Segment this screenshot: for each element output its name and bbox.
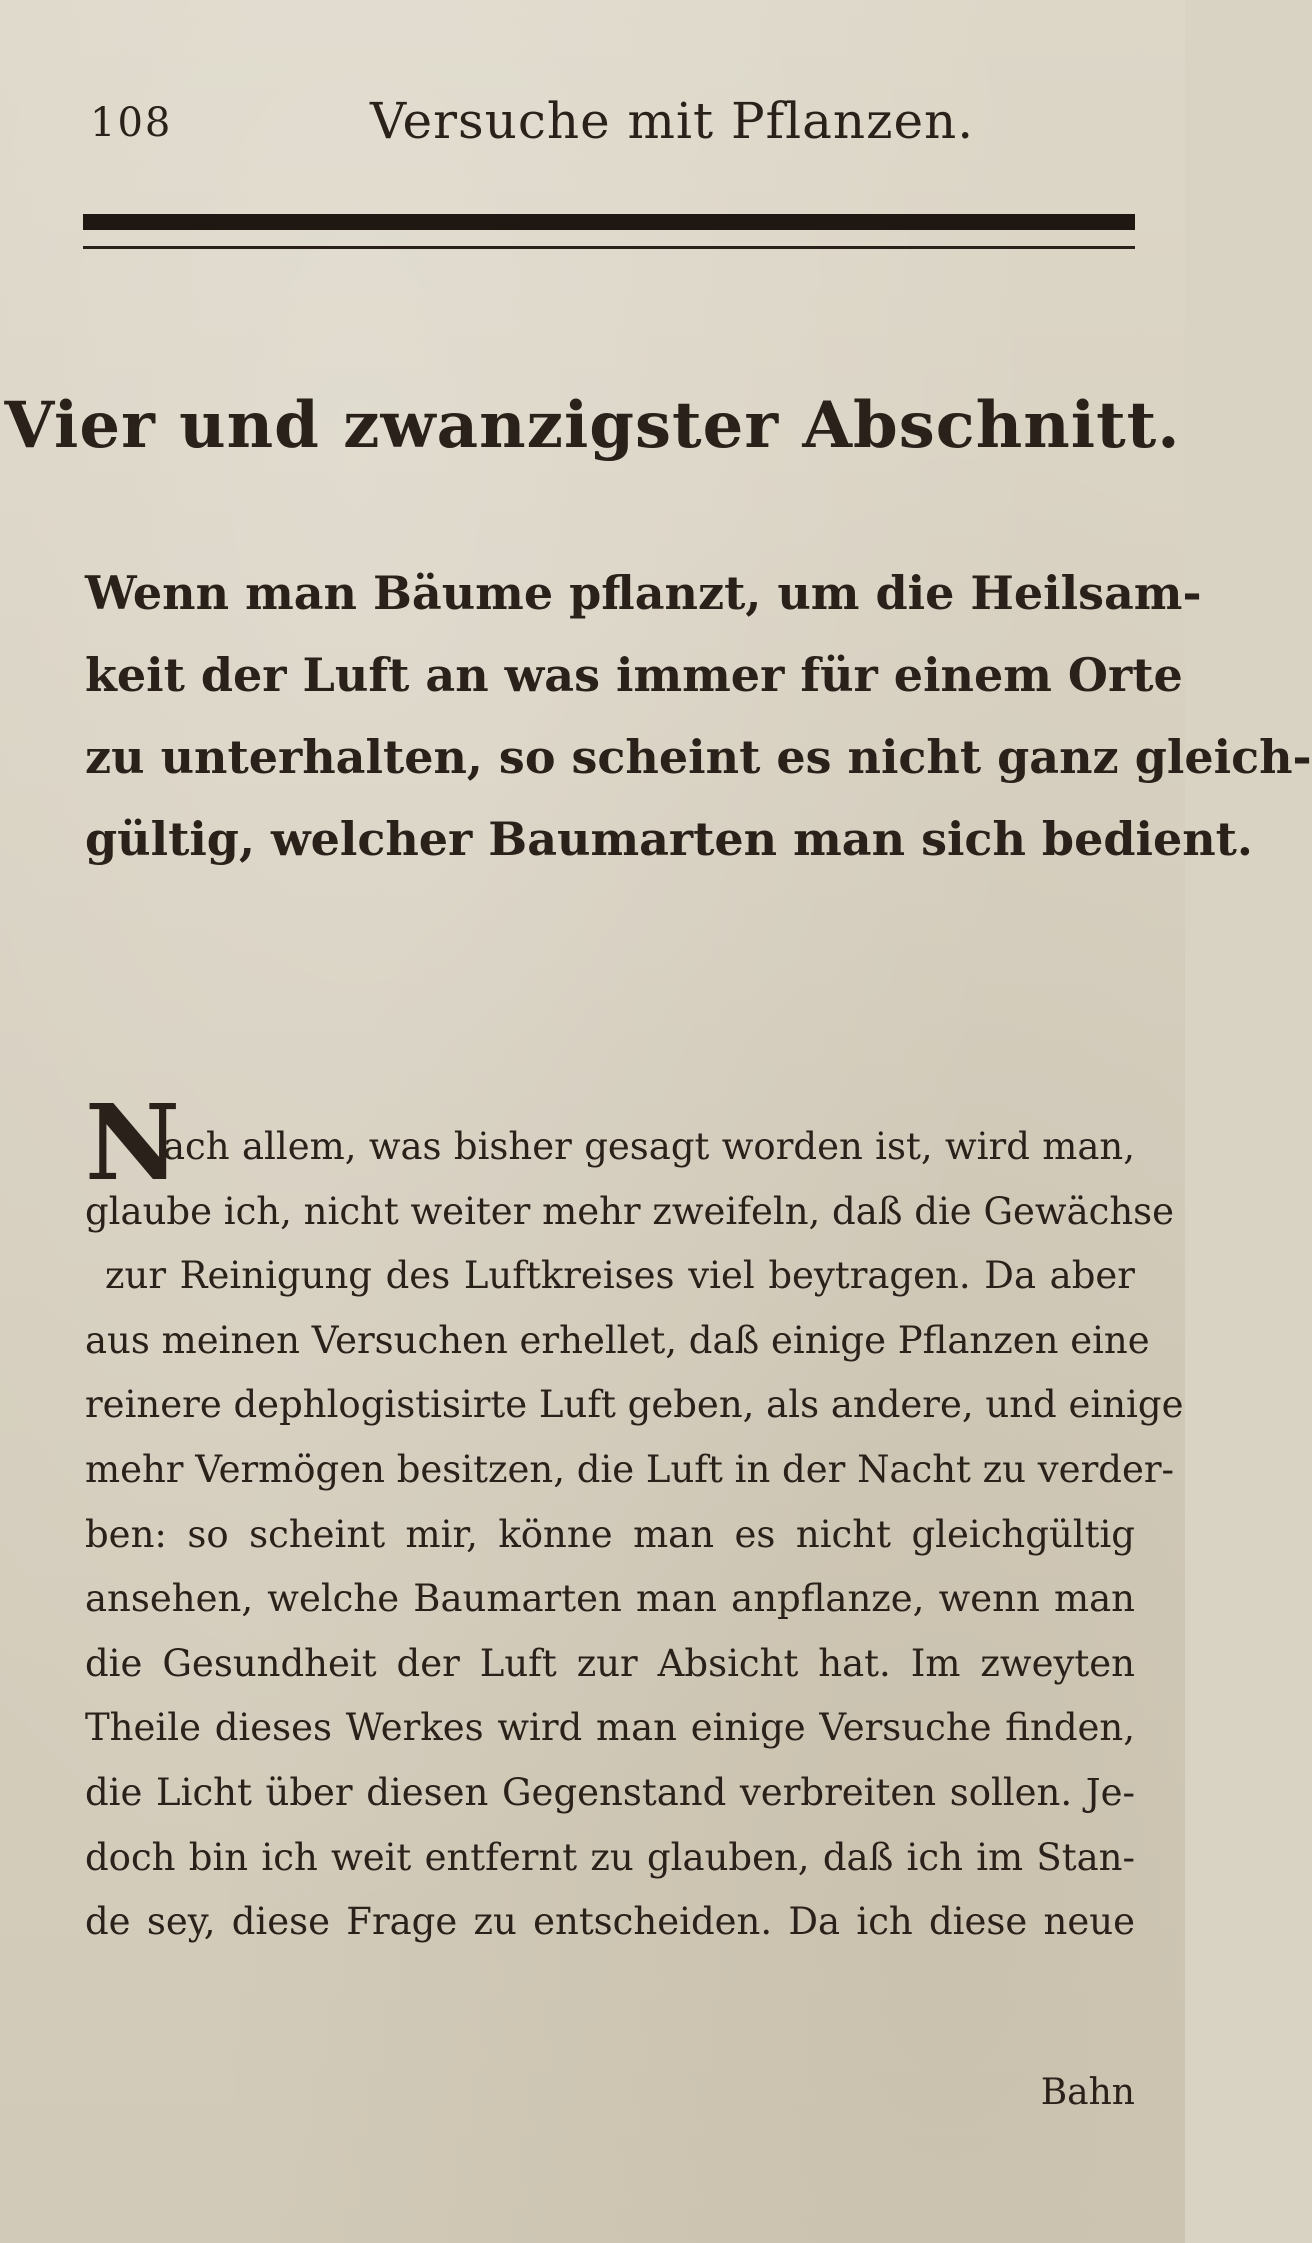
- summary-line: gültig, welcher Baumarten man sich bedient.: [85, 812, 1253, 866]
- running-title: Versuche mit Pflanzen.: [370, 92, 975, 150]
- body-line: reinere dephlogistisirte Luft geben, als andere, und einige: [85, 1383, 1184, 1427]
- page-header: [90, 92, 1140, 162]
- body-line: zur Reinigung des Luftkreises viel beytragen. Da aber: [105, 1254, 1135, 1298]
- header-rule-thin: [83, 246, 1135, 249]
- summary-line: Wenn man Bäume pflanzt, um die Heilsam-: [85, 566, 1202, 620]
- body-line: Theile dieses Werkes wird man einige Versuche finden,: [85, 1706, 1135, 1750]
- catchword: Bahn: [1040, 2072, 1135, 2113]
- body-line: ben: so scheint mir, könne man es nicht gleichgültig: [85, 1512, 1135, 1556]
- body-paragraph: [85, 1081, 1184, 1955]
- body-line: ansehen, welche Baumarten man anpflanze, wenn man: [85, 1577, 1135, 1621]
- body-line: glaube ich, nicht weiter mehr zweifeln, daß die Gewächse: [85, 1189, 1175, 1233]
- body-line: de sey, diese Frage zu entscheiden. Da ich diese neue: [85, 1900, 1135, 1944]
- section-summary: [85, 552, 1312, 880]
- summary-line: keit der Luft an was immer für einem Orte: [85, 648, 1183, 702]
- body-line: aus meinen Versuchen erhellet, daß einige Pflanzen eine: [85, 1318, 1150, 1362]
- body-line: mehr Vermögen besitzen, die Luft in der Nacht zu verder-: [85, 1447, 1175, 1491]
- header-rule-thick: [83, 214, 1135, 230]
- drop-initial: N: [85, 1081, 181, 1204]
- body-line: doch bin ich weit entfernt zu glauben, daß ich im Stan-: [85, 1835, 1135, 1879]
- body-line: die Gesundheit der Luft zur Absicht hat. Im zweyten: [85, 1641, 1135, 1685]
- summary-line: zu unterhalten, so scheint es nicht ganz gleich-: [85, 730, 1312, 784]
- page-number: 108: [90, 100, 173, 146]
- section-title: Vier und zwanzigster Abschnitt.: [4, 388, 1181, 463]
- body-line: die Licht über diesen Gegenstand verbreiten sollen. Je-: [85, 1770, 1135, 1814]
- body-line: ach allem, was bisher gesagt worden ist, wird man,: [163, 1125, 1135, 1168]
